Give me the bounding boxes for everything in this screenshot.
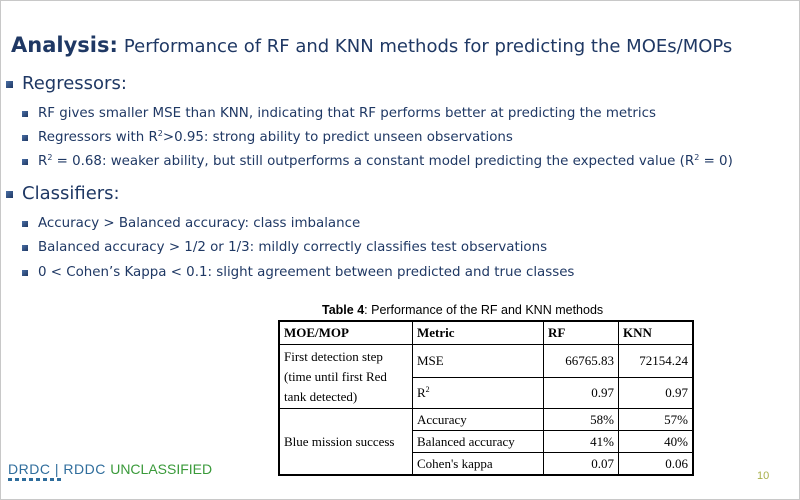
- metric-superscript: 2: [425, 385, 430, 394]
- logo-dots-icon: [8, 478, 61, 481]
- metric-cell: Accuracy: [413, 409, 544, 431]
- r-label: R: [38, 154, 48, 169]
- regressors-heading: [6, 73, 127, 94]
- bullet-square-icon: [6, 81, 13, 88]
- table-row: [279, 409, 693, 431]
- slide-title: [11, 33, 732, 57]
- table-row: [279, 345, 693, 378]
- table-caption-label: Table 4: [322, 303, 365, 317]
- bullet-square-icon: [22, 270, 28, 276]
- knn-cell: 40%: [619, 431, 694, 453]
- performance-table: [278, 320, 694, 476]
- classifiers-item-1-text: Accuracy > Balanced accuracy: class imbalance: [38, 216, 361, 231]
- classifiers-item-3: [22, 265, 574, 280]
- regressors-item-2: [22, 129, 513, 145]
- table-caption-text: : Performance of the RF and KNN methods: [364, 303, 604, 317]
- r2-threshold-text: >0.95: strong ability to predict unseen observations: [162, 130, 513, 145]
- r-label: Regressors with R: [38, 130, 158, 145]
- moe-blue-mission: Blue mission success: [279, 409, 413, 476]
- classifiers-item-1: [22, 216, 360, 231]
- regressors-item-3-text: [38, 153, 733, 169]
- knn-cell: 0.06: [619, 453, 694, 476]
- knn-cell: 57%: [619, 409, 694, 431]
- bullet-square-icon: [6, 191, 13, 198]
- bullet-square-icon: [22, 221, 28, 227]
- rf-cell: 58%: [544, 409, 619, 431]
- r2-weaker-text: = 0.68: weaker ability, but still outperforms a constant model predicting the expected value (R: [52, 154, 695, 169]
- regressors-heading-text: Regressors:: [22, 73, 127, 94]
- header-metric: Metric: [413, 321, 544, 345]
- regressors-item-3: [22, 153, 733, 169]
- header-moe: MOE/MOP: [279, 321, 413, 345]
- bullet-square-icon: [22, 111, 28, 117]
- rf-cell: 0.07: [544, 453, 619, 476]
- knn-cell: 72154.24: [619, 345, 694, 378]
- rf-cell: 41%: [544, 431, 619, 453]
- moe-first-detection: First detection step (time until first Red tank detected): [279, 345, 413, 409]
- classifiers-heading-text: Classifiers:: [22, 183, 120, 204]
- superscript-2: 2: [157, 129, 163, 138]
- metric-cell: Balanced accuracy: [413, 431, 544, 453]
- regressors-item-1-text: RF gives smaller MSE than KNN, indicating that RF performs better at predicting the metrics: [38, 106, 656, 121]
- classification-label: UNCLASSIFIED: [110, 461, 213, 477]
- drdc-logo-text: DRDC | RDDC: [8, 461, 106, 477]
- metric-cell: Cohen's kappa: [413, 453, 544, 476]
- table-header-row: [279, 321, 693, 345]
- table-caption: [322, 303, 603, 317]
- bullet-square-icon: [22, 245, 28, 251]
- knn-cell: 0.97: [619, 378, 694, 409]
- regressors-item-2-text: [38, 129, 513, 145]
- page-number: 10: [757, 470, 770, 482]
- superscript-2: 2: [694, 153, 700, 162]
- rf-cell: 66765.83: [544, 345, 619, 378]
- classifiers-item-2-text: Balanced accuracy > 1/2 or 1/3: mildly correctly classifies test observations: [38, 240, 548, 255]
- metric-r: R: [417, 385, 426, 400]
- rf-cell: 0.97: [544, 378, 619, 409]
- superscript-2: 2: [47, 153, 53, 162]
- title-rest: Performance of RF and KNN methods for predicting the MOEs/MOPs: [123, 36, 733, 57]
- header-knn: KNN: [619, 321, 694, 345]
- metric-cell: [413, 378, 544, 409]
- metric-cell: MSE: [413, 345, 544, 378]
- header-rf: RF: [544, 321, 619, 345]
- classifiers-heading: [6, 183, 120, 204]
- bullet-square-icon: [22, 135, 28, 141]
- title-lead: Analysis:: [11, 33, 118, 57]
- bullet-square-icon: [22, 159, 28, 165]
- footer-logo: [8, 461, 212, 477]
- classifiers-item-2: [22, 240, 547, 255]
- classifiers-item-3-text: 0 < Cohen’s Kappa < 0.1: slight agreement between predicted and true classes: [38, 265, 575, 280]
- regressors-item-1: [22, 106, 656, 121]
- r2-zero-text: = 0): [699, 154, 733, 169]
